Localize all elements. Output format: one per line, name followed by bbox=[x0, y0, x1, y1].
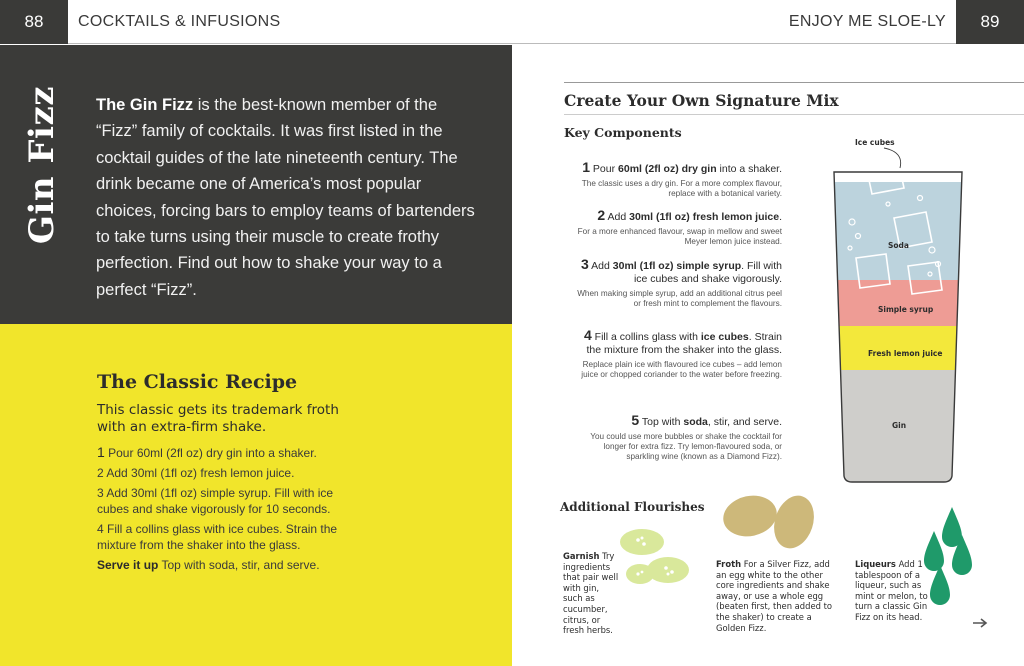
flourish-froth: Froth For a Silver Fizz, add an egg white to the other core ingredients and shake away, or use a whole egg (beaten first, then added to the shaker) to create a Golden Fizz. bbox=[716, 559, 832, 633]
label-ice-cubes: Ice cubes bbox=[855, 138, 895, 147]
right-page-header bbox=[512, 0, 1024, 44]
intro-lead: The Gin Fizz bbox=[96, 96, 194, 114]
classic-step-4: 4 Fill a collins glass with ice cubes. Strain the mixture from the shaker into the glass. bbox=[97, 522, 338, 553]
next-page-arrow-icon bbox=[972, 617, 988, 629]
key-components-title: Key Components bbox=[564, 125, 682, 140]
lemon-juice-layer bbox=[828, 326, 968, 370]
flourish-garnish: Garnish Try ingredients that pair well with gin, such as cucumber, citrus, or fresh herbs. bbox=[563, 551, 619, 636]
classic-step-3: 3 Add 30ml (1fl oz) simple syrup. Fill with ice cubes and shake vigorously for 10 seconds. bbox=[97, 486, 334, 517]
additional-flourishes-title: Additional Flourishes bbox=[560, 500, 705, 514]
simple-syrup-layer bbox=[828, 280, 968, 326]
label-fresh-lemon-juice: Fresh lemon juice bbox=[868, 349, 943, 358]
signature-step-5-note: You could use more bubbles or shake the cocktail for longer for extra fizz. Try lemon-flavoured soda, or sparkling wine (known as a Diamond Fizz). bbox=[590, 432, 782, 461]
eggs-icon bbox=[720, 482, 818, 558]
vertical-title: Gin Fizz bbox=[22, 85, 62, 245]
classic-step-1: 1 Pour 60ml (2fl oz) dry gin into a shaker. bbox=[97, 444, 317, 460]
signature-step-2-note: For a more enhanced flavour, swap in mellow and sweet Meyer lemon juice instead. bbox=[577, 227, 782, 246]
right-section-title: ENJOY ME SLOE-LY bbox=[788, 12, 946, 30]
signature-step-4-note: Replace plain ice with flavoured ice cubes – add lemon juice or chopped coriander to the water before freezing. bbox=[581, 360, 782, 379]
soda-layer bbox=[828, 182, 968, 280]
cucumber-slices-icon bbox=[618, 520, 690, 592]
classic-step-2: 2 Add 30ml (1fl oz) fresh lemon juice. bbox=[97, 466, 295, 480]
classic-recipe-steps bbox=[97, 444, 347, 577]
classic-recipe-subtitle: This classic gets its trademark froth with an extra-firm shake. bbox=[97, 402, 339, 435]
signature-step-1: 1 Pour 60ml (2fl oz) dry gin into a shaker. The classic uses a dry gin. For a more complex flavour, replace with a botanical variety. bbox=[572, 161, 782, 199]
label-simple-syrup: Simple syrup bbox=[878, 305, 934, 314]
intro-text bbox=[96, 92, 476, 303]
signature-step-4: 4 Fill a collins glass with ice cubes. Strain the mixture from the shaker into the glass. Replace plain ice with flavoured ice cubes – add lemon juice or chopped coriander to the water before freezing. bbox=[577, 329, 782, 380]
label-gin: Gin bbox=[892, 421, 907, 430]
section-rule bbox=[564, 82, 1024, 83]
classic-serve: Serve it up Top with soda, stir, and serve. bbox=[97, 558, 320, 573]
collins-glass-illustration bbox=[828, 138, 968, 498]
signature-step-3: 3 Add 30ml (1fl oz) simple syrup. Fill with ice cubes and shake vigorously. When making simple syrup, add an additional citrus peel or fresh mint to complement the flavours. bbox=[572, 258, 782, 309]
label-soda: Soda bbox=[888, 241, 909, 250]
signature-step-3-note: When making simple syrup, add an additional citrus peel or fresh mint to complement the flavours. bbox=[577, 289, 782, 308]
intro-body: is the best-known member of the “Fizz” family of cocktails. It was first listed in the cocktail guides of the late nineteenth century. The drink became one of America’s most popular choices, forcing bars to employ teams of bartenders to take turns using their muscle to create frothy perfection. Find out how to shake your way to a perfect “Fizz”. bbox=[96, 96, 475, 299]
ice-label-leader bbox=[884, 148, 901, 168]
signature-step-2: 2 Add 30ml (1fl oz) fresh lemon juice. For a more enhanced flavour, swap in mellow and sweet Meyer lemon juice instead. bbox=[577, 207, 782, 246]
signature-mix-title: Create Your Own Signature Mix bbox=[564, 91, 839, 110]
classic-recipe-title: The Classic Recipe bbox=[97, 371, 298, 393]
signature-step-1-note: The classic uses a dry gin. For a more complex flavour, replace with a botanical variety. bbox=[581, 179, 782, 198]
left-page-number: 88 bbox=[0, 0, 68, 44]
subsection-rule bbox=[564, 114, 1024, 115]
signature-step-5: 5 Top with soda, stir, and serve. You could use more bubbles or shake the cocktail for longer for extra fizz. Try lemon-flavoured soda, or sparkling wine (known as a Diamond Fizz). bbox=[577, 414, 782, 462]
left-section-title: COCKTAILS & INFUSIONS bbox=[78, 12, 281, 30]
right-page-number: 89 bbox=[956, 0, 1024, 44]
left-page-header bbox=[0, 0, 512, 44]
flourish-liqueurs: Liqueurs Add 1 tablespoon of a liqueur, such as mint or melon, to turn a classic Gin Fizz on its head. bbox=[855, 559, 928, 622]
